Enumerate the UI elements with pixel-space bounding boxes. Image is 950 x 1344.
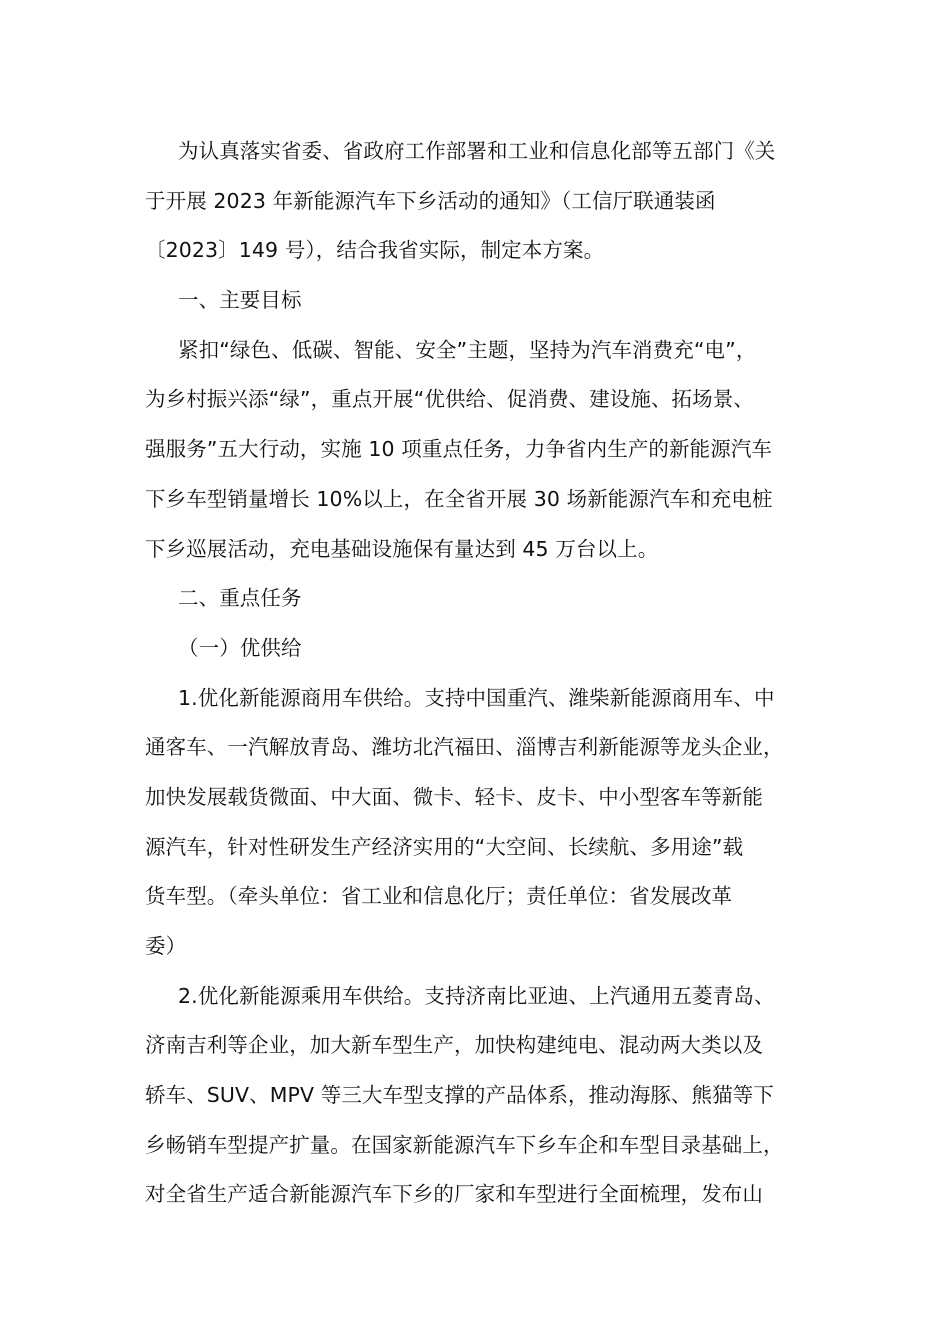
document-body [145, 127, 825, 1220]
task-1-paragraph-line: 源汽车，针对性研发生产经济实用的“大空间、长续航、多用途”载 [145, 834, 744, 859]
task-2-paragraph-line: 乡畅销车型提产扩量。在国家新能源汽车下乡车企和车型目录基础上， [145, 1132, 784, 1157]
subsection-heading-supply: （一）优供给 [178, 635, 302, 660]
goals-paragraph-line: 为乡村振兴添“绿”，重点开展“优供给、促消费、建设施、拓场景、 [145, 387, 754, 412]
task-2-paragraph-line: 轿车、SUV、MPV 等三大车型支撑的产品体系，推动海豚、熊猫等下 [145, 1083, 774, 1108]
task-2-paragraph-line: 2.优化新能源乘用车供给。支持济南比亚迪、上汽通用五菱青岛、 [178, 983, 775, 1008]
intro-paragraph-line: 〔2023〕149 号），结合我省实际，制定本方案。 [145, 238, 605, 263]
intro-paragraph-line: 于开展 2023 年新能源汽车下乡活动的通知》（工信厅联通装函 [145, 188, 716, 213]
goals-paragraph-line: 下乡巡展活动，充电基础设施保有量达到 45 万台以上。 [145, 536, 659, 561]
goals-paragraph-line: 紧扣“绿色、低碳、智能、安全”主题，坚持为汽车消费充“电”， [178, 337, 757, 362]
task-1-paragraph-line: 委） [145, 934, 187, 958]
task-1-paragraph-line: 通客车、一汽解放青岛、潍坊北汽福田、淄博吉利新能源等龙头企业， [145, 735, 784, 760]
task-1-paragraph-line: 1.优化新能源商用车供给。支持中国重汽、潍柴新能源商用车、中 [178, 685, 775, 710]
goals-paragraph-line: 强服务”五大行动，实施 10 项重点任务，力争省内生产的新能源汽车 [145, 437, 773, 462]
task-1-paragraph-line: 加快发展载货微面、中大面、微卡、轻卡、皮卡、中小型客车等新能 [145, 784, 763, 809]
task-1-paragraph-line: 货车型。（牵头单位：省工业和信息化厅；责任单位：省发展改革 [145, 884, 733, 909]
intro-paragraph-line: 为认真落实省委、省政府工作部署和工业和信息化部等五部门《关 [178, 139, 776, 163]
section-heading-main-goals: 一、主要目标 [178, 288, 302, 313]
goals-paragraph-line: 下乡车型销量增长 10%以上，在全省开展 30 场新能源汽车和充电桩 [145, 486, 773, 511]
task-2-paragraph-line: 济南吉利等企业，加大新车型生产，加快构建纯电、混动两大类以及 [145, 1033, 763, 1058]
section-heading-key-tasks: 二、重点任务 [178, 586, 302, 611]
task-2-paragraph-line: 对全省生产适合新能源汽车下乡的厂家和车型进行全面梳理，发布山 [145, 1182, 763, 1207]
